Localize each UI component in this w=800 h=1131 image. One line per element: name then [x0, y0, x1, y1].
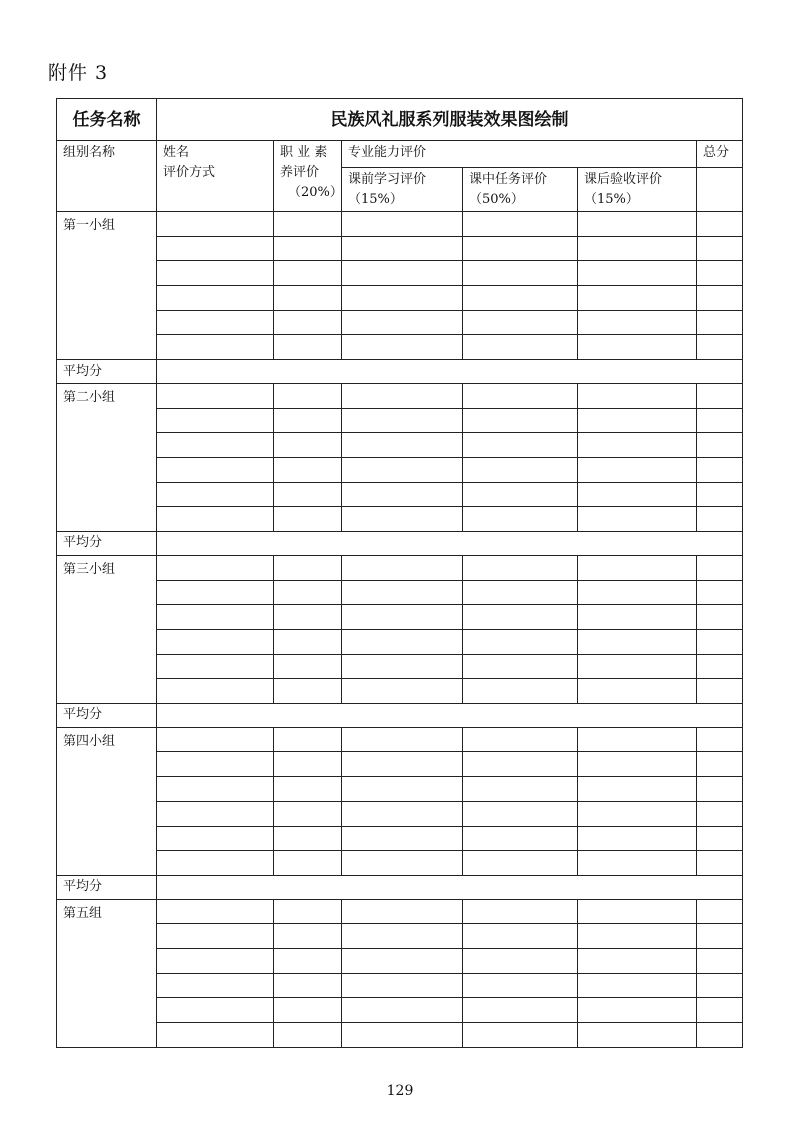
score-cell[interactable]	[274, 679, 342, 704]
score-cell[interactable]	[697, 457, 743, 482]
score-cell[interactable]	[157, 727, 274, 752]
table-row	[57, 286, 743, 311]
average-label: 平均分	[57, 532, 157, 556]
score-cell[interactable]	[157, 801, 274, 826]
score-cell[interactable]	[463, 310, 578, 335]
score-cell[interactable]	[157, 826, 274, 851]
score-cell[interactable]	[578, 801, 697, 826]
score-cell[interactable]	[342, 507, 463, 532]
score-cell[interactable]	[578, 555, 697, 580]
name-header-line2: 评价方式	[163, 165, 216, 180]
score-cell[interactable]	[157, 383, 274, 408]
score-cell[interactable]	[157, 236, 274, 261]
table-row	[57, 310, 743, 335]
score-cell[interactable]	[463, 261, 578, 286]
score-cell[interactable]	[463, 727, 578, 752]
average-row	[57, 703, 743, 727]
score-cell[interactable]	[697, 555, 743, 580]
score-cell[interactable]	[697, 1023, 743, 1048]
average-value-cell[interactable]	[157, 360, 743, 384]
score-cell[interactable]	[578, 212, 697, 237]
score-cell[interactable]	[697, 752, 743, 777]
table-row	[57, 507, 743, 532]
score-cell[interactable]	[463, 335, 578, 360]
score-cell[interactable]	[463, 679, 578, 704]
score-cell[interactable]	[578, 899, 697, 924]
score-cell[interactable]	[157, 261, 274, 286]
table-row	[57, 654, 743, 679]
score-cell[interactable]	[157, 433, 274, 458]
score-cell[interactable]	[463, 851, 578, 876]
table-row	[57, 457, 743, 482]
table-row	[57, 383, 743, 408]
score-cell[interactable]	[463, 826, 578, 851]
total-header: 总分	[697, 141, 743, 168]
score-cell[interactable]	[274, 629, 342, 654]
score-cell[interactable]	[342, 212, 463, 237]
score-cell[interactable]	[578, 507, 697, 532]
score-cell[interactable]	[157, 629, 274, 654]
score-cell[interactable]	[578, 851, 697, 876]
table-row	[57, 1023, 743, 1048]
score-cell[interactable]	[697, 973, 743, 998]
page-number: 129	[386, 1083, 414, 1099]
score-cell[interactable]	[157, 851, 274, 876]
score-cell[interactable]	[697, 826, 743, 851]
score-cell[interactable]	[342, 752, 463, 777]
score-cell[interactable]	[274, 899, 342, 924]
in-class-header	[463, 168, 578, 212]
score-cell[interactable]	[157, 605, 274, 630]
score-cell[interactable]	[274, 383, 342, 408]
table-row	[57, 727, 743, 752]
score-cell[interactable]	[274, 801, 342, 826]
score-cell[interactable]	[157, 924, 274, 949]
score-cell[interactable]	[274, 286, 342, 311]
score-cell[interactable]	[463, 507, 578, 532]
score-cell[interactable]	[463, 899, 578, 924]
score-cell[interactable]	[342, 801, 463, 826]
score-cell[interactable]	[274, 654, 342, 679]
score-cell[interactable]	[157, 457, 274, 482]
score-cell[interactable]	[342, 629, 463, 654]
name-method-header	[157, 141, 274, 212]
score-cell[interactable]	[342, 335, 463, 360]
score-cell[interactable]	[578, 727, 697, 752]
attachment-label: 附件 3	[48, 62, 109, 84]
table-row	[57, 482, 743, 507]
score-cell[interactable]	[697, 679, 743, 704]
score-cell[interactable]	[578, 408, 697, 433]
score-cell[interactable]	[463, 457, 578, 482]
score-cell[interactable]	[274, 924, 342, 949]
group-name-header: 组别名称	[57, 141, 157, 212]
table-row	[57, 408, 743, 433]
professional-header	[274, 141, 342, 212]
score-cell[interactable]	[157, 482, 274, 507]
table-row	[57, 335, 743, 360]
score-cell[interactable]	[274, 752, 342, 777]
score-cell[interactable]	[578, 335, 697, 360]
score-cell[interactable]	[157, 555, 274, 580]
score-cell[interactable]	[463, 555, 578, 580]
score-cell[interactable]	[342, 899, 463, 924]
score-cell[interactable]	[342, 580, 463, 605]
score-cell[interactable]	[157, 679, 274, 704]
score-cell[interactable]	[342, 383, 463, 408]
score-cell[interactable]	[463, 777, 578, 802]
score-cell[interactable]	[578, 482, 697, 507]
table-row	[57, 212, 743, 237]
score-cell[interactable]	[463, 801, 578, 826]
name-header-line1: 姓名	[163, 145, 190, 160]
score-cell[interactable]	[463, 949, 578, 974]
score-cell[interactable]	[342, 679, 463, 704]
score-cell[interactable]	[157, 408, 274, 433]
score-cell[interactable]	[342, 998, 463, 1023]
group-name-cell: 第三小组	[57, 555, 157, 703]
pre-class-label: 课前学习评价	[348, 172, 427, 187]
score-cell[interactable]	[463, 629, 578, 654]
table-row	[57, 580, 743, 605]
group-name-cell: 第一小组	[57, 212, 157, 360]
score-cell[interactable]	[578, 998, 697, 1023]
score-cell[interactable]	[157, 335, 274, 360]
score-cell[interactable]	[274, 1023, 342, 1048]
table-row	[57, 998, 743, 1023]
average-value-cell[interactable]	[157, 875, 743, 899]
table-row	[57, 924, 743, 949]
table-row	[57, 949, 743, 974]
table-row	[57, 236, 743, 261]
table-row	[57, 801, 743, 826]
score-cell[interactable]	[697, 580, 743, 605]
score-cell[interactable]	[274, 555, 342, 580]
pre-class-header	[342, 168, 463, 212]
score-cell[interactable]	[697, 801, 743, 826]
total-subheader-cell	[697, 168, 743, 212]
score-cell[interactable]	[697, 408, 743, 433]
score-cell[interactable]	[463, 408, 578, 433]
group-name-cell: 第五组	[57, 899, 157, 1047]
score-cell[interactable]	[697, 899, 743, 924]
score-cell[interactable]	[274, 727, 342, 752]
score-cell[interactable]	[578, 973, 697, 998]
score-cell[interactable]	[463, 605, 578, 630]
professional-header-line2: 养评价	[280, 165, 320, 180]
score-cell[interactable]	[342, 482, 463, 507]
score-cell[interactable]	[697, 654, 743, 679]
score-cell[interactable]	[157, 973, 274, 998]
table-row	[57, 605, 743, 630]
score-cell[interactable]	[578, 629, 697, 654]
score-cell[interactable]	[342, 973, 463, 998]
score-cell[interactable]	[578, 236, 697, 261]
table-row	[57, 629, 743, 654]
score-cell[interactable]	[274, 851, 342, 876]
score-cell[interactable]	[274, 507, 342, 532]
score-cell[interactable]	[578, 580, 697, 605]
table-row	[57, 851, 743, 876]
score-cell[interactable]	[463, 924, 578, 949]
average-value-cell[interactable]	[157, 532, 743, 556]
score-cell[interactable]	[578, 752, 697, 777]
score-cell[interactable]	[157, 507, 274, 532]
average-value-cell[interactable]	[157, 703, 743, 727]
table-row	[57, 555, 743, 580]
score-cell[interactable]	[274, 433, 342, 458]
score-cell[interactable]	[274, 826, 342, 851]
score-cell[interactable]	[274, 335, 342, 360]
score-cell[interactable]	[157, 899, 274, 924]
score-cell[interactable]	[157, 998, 274, 1023]
table-row	[57, 777, 743, 802]
professional-weight: （20%）	[288, 185, 343, 200]
score-cell[interactable]	[342, 777, 463, 802]
in-class-weight: （50%）	[469, 192, 524, 207]
score-cell[interactable]	[463, 1023, 578, 1048]
score-cell[interactable]	[157, 310, 274, 335]
score-cell[interactable]	[697, 482, 743, 507]
score-cell[interactable]	[578, 654, 697, 679]
table-row	[57, 752, 743, 777]
score-cell[interactable]	[157, 949, 274, 974]
score-cell[interactable]	[342, 826, 463, 851]
score-cell[interactable]	[697, 310, 743, 335]
group-name-cell: 第四小组	[57, 727, 157, 875]
task-name-value: 民族风礼服系列服装效果图绘制	[157, 99, 743, 141]
score-cell[interactable]	[157, 777, 274, 802]
score-cell[interactable]	[578, 949, 697, 974]
score-cell[interactable]	[578, 924, 697, 949]
score-cell[interactable]	[697, 727, 743, 752]
ability-header: 专业能力评价	[342, 141, 697, 168]
score-cell[interactable]	[697, 212, 743, 237]
average-row	[57, 875, 743, 899]
score-cell[interactable]	[157, 212, 274, 237]
score-cell[interactable]	[274, 310, 342, 335]
score-cell[interactable]	[274, 212, 342, 237]
score-cell[interactable]	[463, 383, 578, 408]
score-cell[interactable]	[463, 654, 578, 679]
score-cell[interactable]	[578, 605, 697, 630]
score-cell[interactable]	[342, 727, 463, 752]
score-cell[interactable]	[342, 433, 463, 458]
in-class-label: 课中任务评价	[469, 172, 548, 187]
post-class-label: 课后验收评价	[584, 172, 663, 187]
average-row	[57, 532, 743, 556]
score-cell[interactable]	[342, 457, 463, 482]
score-cell[interactable]	[578, 1023, 697, 1048]
score-cell[interactable]	[274, 457, 342, 482]
score-cell[interactable]	[157, 752, 274, 777]
score-cell[interactable]	[157, 1023, 274, 1048]
score-cell[interactable]	[697, 777, 743, 802]
score-cell[interactable]	[157, 654, 274, 679]
score-cell[interactable]	[578, 383, 697, 408]
task-name-label: 任务名称	[57, 99, 157, 141]
table-row	[57, 261, 743, 286]
group-name-cell: 第二小组	[57, 383, 157, 531]
average-label: 平均分	[57, 360, 157, 384]
score-cell[interactable]	[274, 261, 342, 286]
score-cell[interactable]	[157, 580, 274, 605]
score-cell[interactable]	[463, 212, 578, 237]
score-cell[interactable]	[697, 605, 743, 630]
score-cell[interactable]	[578, 261, 697, 286]
score-cell[interactable]	[342, 555, 463, 580]
score-cell[interactable]	[342, 654, 463, 679]
score-cell[interactable]	[578, 310, 697, 335]
score-cell[interactable]	[274, 482, 342, 507]
score-cell[interactable]	[157, 286, 274, 311]
score-cell[interactable]	[463, 973, 578, 998]
score-cell[interactable]	[697, 383, 743, 408]
score-cell[interactable]	[463, 236, 578, 261]
score-cell[interactable]	[274, 998, 342, 1023]
score-cell[interactable]	[697, 998, 743, 1023]
score-cell[interactable]	[342, 286, 463, 311]
score-cell[interactable]	[697, 629, 743, 654]
score-cell[interactable]	[342, 408, 463, 433]
score-cell[interactable]	[697, 261, 743, 286]
score-cell[interactable]	[342, 310, 463, 335]
score-cell[interactable]	[274, 973, 342, 998]
score-cell[interactable]	[578, 777, 697, 802]
score-cell[interactable]	[578, 679, 697, 704]
score-cell[interactable]	[274, 949, 342, 974]
score-cell[interactable]	[274, 605, 342, 630]
average-label: 平均分	[57, 875, 157, 899]
score-cell[interactable]	[274, 777, 342, 802]
score-cell[interactable]	[463, 482, 578, 507]
table-row	[57, 826, 743, 851]
score-cell[interactable]	[342, 605, 463, 630]
evaluation-table	[56, 98, 743, 1048]
table-row	[57, 899, 743, 924]
score-cell[interactable]	[342, 949, 463, 974]
pre-class-weight: （15%）	[348, 192, 403, 207]
score-cell[interactable]	[697, 507, 743, 532]
score-cell[interactable]	[342, 851, 463, 876]
score-cell[interactable]	[342, 1023, 463, 1048]
score-cell[interactable]	[274, 580, 342, 605]
score-cell[interactable]	[697, 924, 743, 949]
score-cell[interactable]	[578, 286, 697, 311]
score-cell[interactable]	[342, 261, 463, 286]
score-cell[interactable]	[342, 236, 463, 261]
score-cell[interactable]	[463, 433, 578, 458]
average-row	[57, 360, 743, 384]
score-cell[interactable]	[697, 433, 743, 458]
post-class-header	[578, 168, 697, 212]
score-cell[interactable]	[274, 408, 342, 433]
score-cell[interactable]	[578, 433, 697, 458]
table-row	[57, 973, 743, 998]
score-cell[interactable]	[463, 752, 578, 777]
score-cell[interactable]	[578, 826, 697, 851]
table-row	[57, 433, 743, 458]
score-cell[interactable]	[697, 335, 743, 360]
average-label: 平均分	[57, 703, 157, 727]
score-cell[interactable]	[342, 924, 463, 949]
score-cell[interactable]	[697, 949, 743, 974]
table-row	[57, 679, 743, 704]
score-cell[interactable]	[274, 236, 342, 261]
score-cell[interactable]	[578, 457, 697, 482]
score-cell[interactable]	[463, 580, 578, 605]
score-cell[interactable]	[463, 998, 578, 1023]
professional-header-line1: 职 业 素	[280, 145, 328, 160]
score-cell[interactable]	[697, 286, 743, 311]
score-cell[interactable]	[697, 851, 743, 876]
post-class-weight: （15%）	[584, 192, 639, 207]
score-cell[interactable]	[697, 236, 743, 261]
score-cell[interactable]	[463, 286, 578, 311]
